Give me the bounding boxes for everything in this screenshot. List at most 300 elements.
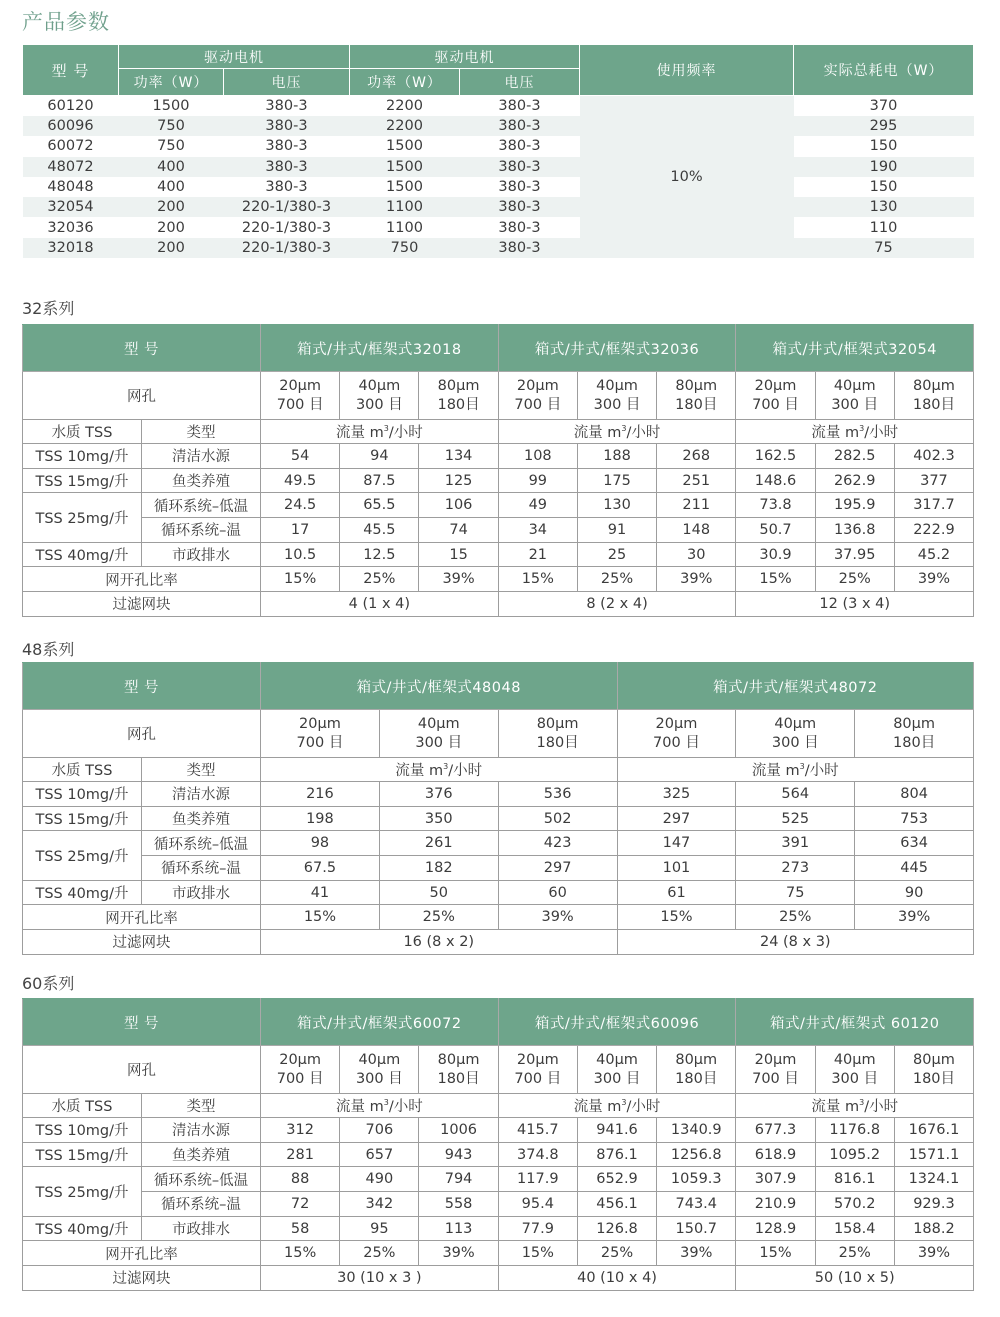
summary-row: [23, 238, 974, 258]
type-header: 类型: [142, 758, 261, 782]
open-ratio-cell: 25%: [577, 1241, 656, 1266]
flow-value-cell: 77.9: [498, 1216, 577, 1241]
flow-value-cell: 58: [261, 1216, 340, 1241]
header-motor-2: 驱动电机: [350, 45, 580, 69]
flow-value-cell: 34: [498, 518, 577, 543]
mesh-micron: 20µm: [279, 377, 322, 394]
mesh-micron: 40µm: [417, 715, 460, 732]
flow-value-cell: 88: [261, 1167, 340, 1192]
filter-blocks-cell: 16 (8 x 2): [261, 930, 618, 955]
motor1-power-cell: 750: [119, 116, 224, 136]
tss-header: 水质 TSS: [23, 1094, 142, 1118]
series-32-title: 32系列: [22, 299, 75, 318]
flow-value-cell: 134: [419, 444, 498, 469]
motor2-power-cell: 1500: [386, 138, 423, 155]
flow-row: [23, 831, 974, 856]
mesh-count: 300 目: [771, 734, 819, 751]
flow-value-cell: 162.5: [736, 444, 815, 469]
mesh-label: 网孔: [23, 1046, 261, 1094]
flow-value-cell: 525: [736, 806, 855, 831]
motor2-voltage-cell: 380-3: [460, 157, 580, 177]
filter-blocks-label: 过滤网块: [23, 592, 261, 617]
flow-value-cell: 377: [894, 468, 973, 493]
header-frequency: 使用频率: [580, 45, 794, 96]
flow-value-cell: 415.7: [498, 1118, 577, 1143]
motor2-voltage-cell: 380-3: [460, 238, 580, 258]
open-ratio-cell: 15%: [498, 1241, 577, 1266]
flow-value-cell: 54: [261, 444, 340, 469]
flow-value-cell: 45.5: [340, 518, 419, 543]
mesh-micron: 40µm: [358, 377, 401, 394]
model-name-header: 箱式/井式/框架式32036: [498, 325, 736, 372]
motor1-power-cell: 400: [119, 157, 224, 177]
flow-unit-header: [736, 1094, 974, 1118]
flow-value-cell: 49: [498, 493, 577, 518]
summary-row: [23, 197, 974, 217]
mesh-count: 180目: [536, 734, 579, 751]
flow-unit: /小时: [626, 1099, 661, 1115]
series-32-table: [22, 324, 974, 617]
flow-value-cell: 445: [855, 856, 974, 881]
mesh-size-cell: [577, 1046, 656, 1094]
flow-value-cell: 148.6: [736, 468, 815, 493]
tss-cell: TSS 40mg/升: [23, 542, 142, 567]
total-power-cell: 370: [869, 98, 898, 114]
filter-blocks-label: 过滤网块: [23, 1266, 261, 1291]
flow-value-cell: 175: [577, 468, 656, 493]
flow-value-cell: 317.7: [894, 493, 973, 518]
flow-unit-header: [498, 1094, 736, 1118]
header-power-1: 功率（W）: [119, 69, 224, 96]
open-ratio-cell: 25%: [815, 567, 894, 592]
flow-row: [23, 806, 974, 831]
tss-cell: TSS 25mg/升: [23, 493, 142, 542]
header-power-2: 功率（W）: [350, 69, 460, 96]
open-ratio-label: 网开孔比率: [23, 567, 261, 592]
motor1-power-cell: 200: [119, 238, 224, 258]
motor1-power-cell: 200: [119, 197, 224, 217]
flow-value-cell: 61: [617, 880, 736, 905]
flow-sup: 3: [859, 1098, 865, 1108]
flow-value-cell: 325: [617, 782, 736, 807]
flow-value-cell: 12.5: [340, 542, 419, 567]
mesh-count: 300 目: [831, 396, 879, 413]
model-name-header: 箱式/井式/框架式48072: [617, 663, 974, 710]
mesh-micron: 80µm: [893, 715, 936, 732]
motor2-power-cell: 2200: [386, 98, 423, 114]
total-power-cell: 150: [869, 138, 898, 155]
open-ratio-cell: 25%: [736, 905, 855, 930]
type-cell: 循环系统–低温: [142, 831, 261, 856]
flow-value-cell: 281: [261, 1142, 340, 1167]
flow-unit-header: [736, 420, 974, 444]
mesh-micron: 40µm: [596, 1051, 638, 1068]
flow-row: [23, 1142, 974, 1167]
tss-header: 水质 TSS: [23, 758, 142, 782]
mesh-micron: 80µm: [675, 1051, 718, 1068]
open-ratio-cell: 25%: [379, 905, 498, 930]
flow-value-cell: 677.3: [736, 1118, 815, 1143]
filter-blocks-cell: 40 (10 x 4): [498, 1266, 736, 1291]
flow-unit-header: [261, 758, 618, 782]
open-ratio-cell: 39%: [657, 567, 736, 592]
flow-value-cell: 1571.1: [894, 1142, 973, 1167]
mesh-count: 180目: [912, 396, 956, 413]
flow-row: [23, 518, 974, 543]
open-ratio-cell: 15%: [617, 905, 736, 930]
total-power-cell: 75: [794, 238, 974, 258]
mesh-size-cell: [855, 710, 974, 758]
mesh-size-cell: [340, 1046, 419, 1094]
mesh-count: 700 目: [276, 1070, 324, 1087]
flow-sup: 3: [859, 424, 865, 434]
flow-value-cell: 1176.8: [815, 1118, 894, 1143]
mesh-micron: 80µm: [536, 715, 579, 732]
mesh-size-cell: [498, 372, 577, 420]
flow-value-cell: 45.2: [894, 542, 973, 567]
tss-cell: TSS 10mg/升: [23, 782, 142, 807]
flow-value-cell: 136.8: [815, 518, 894, 543]
mesh-size-cell: [261, 372, 340, 420]
flow-value-cell: 24.5: [261, 493, 340, 518]
flow-value-cell: 262.9: [815, 468, 894, 493]
motor2-voltage-cell: 380-3: [460, 197, 580, 217]
mesh-count: 180目: [912, 1070, 956, 1087]
total-power-cell: 130: [794, 197, 974, 217]
model-name-header: 箱式/井式/框架式60072: [261, 999, 499, 1046]
mesh-count: 700 目: [276, 396, 324, 413]
open-ratio-cell: 39%: [419, 567, 498, 592]
filter-blocks-cell: 30 (10 x 3 ): [261, 1266, 499, 1291]
motor2-voltage-cell: 380-3: [498, 219, 541, 236]
flow-label: 流量 m: [336, 1099, 384, 1115]
mesh-micron: 40µm: [833, 377, 876, 394]
type-cell: 鱼类养殖: [142, 1142, 261, 1167]
motor1-power-cell: 750: [157, 138, 185, 155]
mesh-count: 300 目: [415, 734, 463, 751]
tss-cell: TSS 40mg/升: [23, 1216, 142, 1241]
tss-header: 水质 TSS: [23, 420, 142, 444]
open-ratio-cell: 25%: [340, 567, 419, 592]
open-ratio-cell: 39%: [894, 1241, 973, 1266]
flow-value-cell: 99: [498, 468, 577, 493]
mesh-size-cell: [736, 710, 855, 758]
model-name-header: 箱式/井式/框架式 60120: [736, 999, 974, 1046]
mesh-size-cell: [736, 1046, 815, 1094]
flow-sup: 3: [621, 424, 627, 434]
flow-value-cell: 943: [419, 1142, 498, 1167]
filter-blocks-cell: 24 (8 x 3): [617, 930, 974, 955]
flow-value-cell: 30.9: [736, 542, 815, 567]
mesh-size-cell: [894, 1046, 973, 1094]
open-ratio-cell: 39%: [855, 905, 974, 930]
open-ratio-cell: 15%: [261, 905, 380, 930]
flow-label: 流量 m: [573, 425, 622, 441]
open-ratio-cell: 39%: [498, 905, 617, 930]
mesh-micron: 20µm: [754, 1051, 797, 1068]
header-total-power: 实际总耗电（W）: [794, 45, 974, 96]
flow-label: 流量 m: [573, 1099, 622, 1115]
flow-value-cell: 60: [498, 880, 617, 905]
motor2-power-cell: 1500: [386, 179, 423, 196]
page-title: 产品参数: [22, 10, 110, 34]
flow-value-cell: 91: [577, 518, 656, 543]
mesh-count: 180目: [437, 1070, 480, 1087]
motor2-voltage-cell: 380-3: [460, 116, 580, 136]
tss-cell: TSS 15mg/升: [23, 468, 142, 493]
flow-value-cell: 273: [736, 856, 855, 881]
mesh-micron: 20µm: [279, 1051, 322, 1068]
mesh-size-cell: [577, 372, 656, 420]
model-cell: 48048: [47, 179, 94, 196]
model-cell: 32018: [23, 238, 119, 258]
flow-row: [23, 856, 974, 881]
motor2-power-cell: 2200: [350, 116, 460, 136]
motor2-voltage-cell: 380-3: [498, 98, 541, 114]
flow-value-cell: 73.8: [736, 493, 815, 518]
mesh-count: 180目: [437, 396, 480, 413]
flow-value-cell: 211: [657, 493, 736, 518]
tss-cell: TSS 25mg/升: [23, 831, 142, 880]
flow-value-cell: 634: [855, 831, 974, 856]
mesh-label: 网孔: [23, 372, 261, 420]
header-voltage-1: 电压: [224, 69, 350, 96]
type-cell: 循环系统–低温: [142, 493, 261, 518]
flow-value-cell: 558: [419, 1192, 498, 1217]
open-ratio-cell: 39%: [419, 1241, 498, 1266]
motor2-power-cell: 1100: [350, 197, 460, 217]
flow-value-cell: 1324.1: [894, 1167, 973, 1192]
flow-value-cell: 90: [855, 880, 974, 905]
flow-value-cell: 195.9: [815, 493, 894, 518]
flow-row: [23, 880, 974, 905]
motor2-power-cell: 1500: [350, 157, 460, 177]
filter-blocks-label: 过滤网块: [23, 930, 261, 955]
mesh-count: 700 目: [653, 734, 700, 751]
filter-blocks-cell: 12 (3 x 4): [736, 592, 974, 617]
flow-value-cell: 30: [657, 542, 736, 567]
flow-value-cell: 98: [261, 831, 380, 856]
mesh-micron: 20µm: [299, 715, 341, 732]
flow-value-cell: 50: [379, 880, 498, 905]
summary-row: [23, 96, 974, 117]
header-motor-1: 驱动电机: [119, 45, 350, 69]
type-cell: 鱼类养殖: [142, 806, 261, 831]
series-60-title: 60系列: [22, 974, 75, 993]
flow-unit: /小时: [864, 1099, 899, 1115]
filter-blocks-cell: 8 (2 x 4): [498, 592, 736, 617]
flow-value-cell: 706: [340, 1118, 419, 1143]
flow-value-cell: 376: [379, 782, 498, 807]
mesh-size-cell: [657, 1046, 736, 1094]
mesh-micron: 40µm: [833, 1051, 876, 1068]
total-power-cell: 295: [794, 116, 974, 136]
mesh-size-cell: [657, 372, 736, 420]
mesh-size-cell: [498, 1046, 577, 1094]
flow-value-cell: 50.7: [736, 518, 815, 543]
flow-value-cell: 876.1: [577, 1142, 656, 1167]
flow-value-cell: 95: [340, 1216, 419, 1241]
flow-value-cell: 126.8: [577, 1216, 656, 1241]
motor1-voltage-cell: 380-3: [265, 98, 308, 114]
type-header: 类型: [142, 1094, 261, 1118]
mesh-size-cell: [498, 710, 617, 758]
motor1-power-cell: 1500: [152, 98, 190, 114]
flow-value-cell: 816.1: [815, 1167, 894, 1192]
tss-cell: TSS 40mg/升: [23, 880, 142, 905]
flow-unit-header: [617, 758, 974, 782]
flow-row: [23, 1192, 974, 1217]
flow-value-cell: 652.9: [577, 1167, 656, 1192]
flow-value-cell: 113: [419, 1216, 498, 1241]
flow-label: 流量 m: [751, 763, 800, 779]
flow-unit-header: [261, 420, 499, 444]
model-cell: 60096: [23, 116, 119, 136]
flow-value-cell: 1059.3: [657, 1167, 736, 1192]
flow-value-cell: 312: [261, 1118, 340, 1143]
model-name-header: 箱式/井式/框架式32018: [261, 325, 499, 372]
summary-row: [23, 136, 974, 156]
flow-value-cell: 108: [498, 444, 577, 469]
type-cell: 市政排水: [142, 542, 261, 567]
flow-sup: 3: [383, 424, 389, 434]
mesh-size-cell: [736, 372, 815, 420]
flow-value-cell: 15: [419, 542, 498, 567]
motor1-voltage-cell: 380-3: [265, 179, 308, 196]
flow-row: [23, 782, 974, 807]
flow-value-cell: 297: [498, 856, 617, 881]
type-cell: 清洁水源: [142, 444, 261, 469]
summary-row: [23, 116, 974, 136]
mesh-count: 700 目: [296, 734, 344, 751]
model-cell: 60072: [47, 138, 94, 155]
flow-value-cell: 794: [419, 1167, 498, 1192]
flow-unit: /小时: [388, 425, 423, 441]
open-ratio-cell: 15%: [736, 567, 815, 592]
mesh-count: 300 目: [355, 396, 403, 413]
mesh-micron: 20µm: [516, 1051, 559, 1068]
flow-value-cell: 101: [617, 856, 736, 881]
mesh-count: 300 目: [593, 1070, 641, 1087]
flow-value-cell: 94: [340, 444, 419, 469]
mesh-size-cell: [379, 710, 498, 758]
flow-value-cell: 374.8: [498, 1142, 577, 1167]
type-cell: 清洁水源: [142, 1118, 261, 1143]
flow-unit: /小时: [448, 763, 483, 779]
flow-row: [23, 444, 974, 469]
model-header: 型 号: [23, 325, 261, 372]
mesh-size-cell: [894, 372, 973, 420]
flow-sup: 3: [383, 1098, 389, 1108]
mesh-size-cell: [617, 710, 736, 758]
mesh-micron: 40µm: [358, 1051, 401, 1068]
flow-value-cell: 268: [657, 444, 736, 469]
flow-value-cell: 297: [617, 806, 736, 831]
open-ratio-cell: 39%: [657, 1241, 736, 1266]
flow-unit-header: [498, 420, 736, 444]
flow-value-cell: 117.9: [498, 1167, 577, 1192]
flow-value-cell: 1006: [419, 1118, 498, 1143]
flow-value-cell: 74: [419, 518, 498, 543]
motor2-voltage-cell: 380-3: [498, 138, 541, 155]
flow-value-cell: 75: [736, 880, 855, 905]
series-48-table: [22, 662, 974, 955]
tss-cell: TSS 15mg/升: [23, 1142, 142, 1167]
flow-value-cell: 65.5: [340, 493, 419, 518]
flow-value-cell: 804: [855, 782, 974, 807]
flow-unit: /小时: [864, 425, 899, 441]
motor1-voltage-cell: 380-3: [224, 116, 350, 136]
motor1-voltage-cell: 220-1/380-3: [224, 197, 350, 217]
flow-value-cell: 148: [657, 518, 736, 543]
mesh-micron: 80µm: [675, 377, 718, 394]
flow-value-cell: 536: [498, 782, 617, 807]
model-cell: 32036: [47, 219, 94, 236]
filter-blocks-cell: 4 (1 x 4): [261, 592, 499, 617]
flow-value-cell: 72: [261, 1192, 340, 1217]
mesh-size-cell: [815, 372, 894, 420]
flow-row: [23, 1216, 974, 1241]
flow-label: 流量 m: [336, 425, 384, 441]
flow-unit: /小时: [804, 763, 839, 779]
flow-value-cell: 106: [419, 493, 498, 518]
flow-value-cell: 342: [340, 1192, 419, 1217]
model-cell: 60120: [47, 98, 94, 114]
model-cell: 32054: [23, 197, 119, 217]
flow-value-cell: 147: [617, 831, 736, 856]
flow-value-cell: 282.5: [815, 444, 894, 469]
open-ratio-cell: 25%: [815, 1241, 894, 1266]
mesh-count: 180目: [893, 734, 936, 751]
flow-value-cell: 210.9: [736, 1192, 815, 1217]
flow-value-cell: 41: [261, 880, 380, 905]
flow-value-cell: 182: [379, 856, 498, 881]
flow-value-cell: 251: [657, 468, 736, 493]
flow-value-cell: 564: [736, 782, 855, 807]
mesh-micron: 80µm: [437, 377, 480, 394]
mesh-micron: 40µm: [774, 715, 817, 732]
total-power-cell: 150: [869, 179, 898, 196]
flow-value-cell: 423: [498, 831, 617, 856]
flow-value-cell: 929.3: [894, 1192, 973, 1217]
total-power-cell: 190: [794, 157, 974, 177]
flow-value-cell: 49.5: [261, 468, 340, 493]
mesh-micron: 40µm: [596, 377, 638, 394]
type-cell: 清洁水源: [142, 782, 261, 807]
open-ratio-label: 网开孔比率: [23, 905, 261, 930]
model-cell: 48072: [23, 157, 119, 177]
motor1-voltage-cell: 380-3: [265, 138, 308, 155]
flow-value-cell: 37.95: [815, 542, 894, 567]
model-name-header: 箱式/井式/框架式32054: [736, 325, 974, 372]
flow-value-cell: 1256.8: [657, 1142, 736, 1167]
mesh-size-cell: [419, 372, 498, 420]
summary-row: [23, 217, 974, 237]
series-60-table: [22, 998, 974, 1291]
flow-value-cell: 490: [340, 1167, 419, 1192]
tss-cell: TSS 25mg/升: [23, 1167, 142, 1216]
type-cell: 循环系统–低温: [142, 1167, 261, 1192]
flow-value-cell: 941.6: [577, 1118, 656, 1143]
flow-unit: /小时: [626, 425, 661, 441]
mesh-count: 700 目: [752, 396, 799, 413]
flow-value-cell: 130: [577, 493, 656, 518]
mesh-micron: 80µm: [913, 377, 955, 394]
mesh-count: 700 目: [752, 1070, 799, 1087]
flow-label: 流量 m: [811, 1099, 860, 1115]
mesh-micron: 80µm: [437, 1051, 480, 1068]
flow-value-cell: 87.5: [340, 468, 419, 493]
